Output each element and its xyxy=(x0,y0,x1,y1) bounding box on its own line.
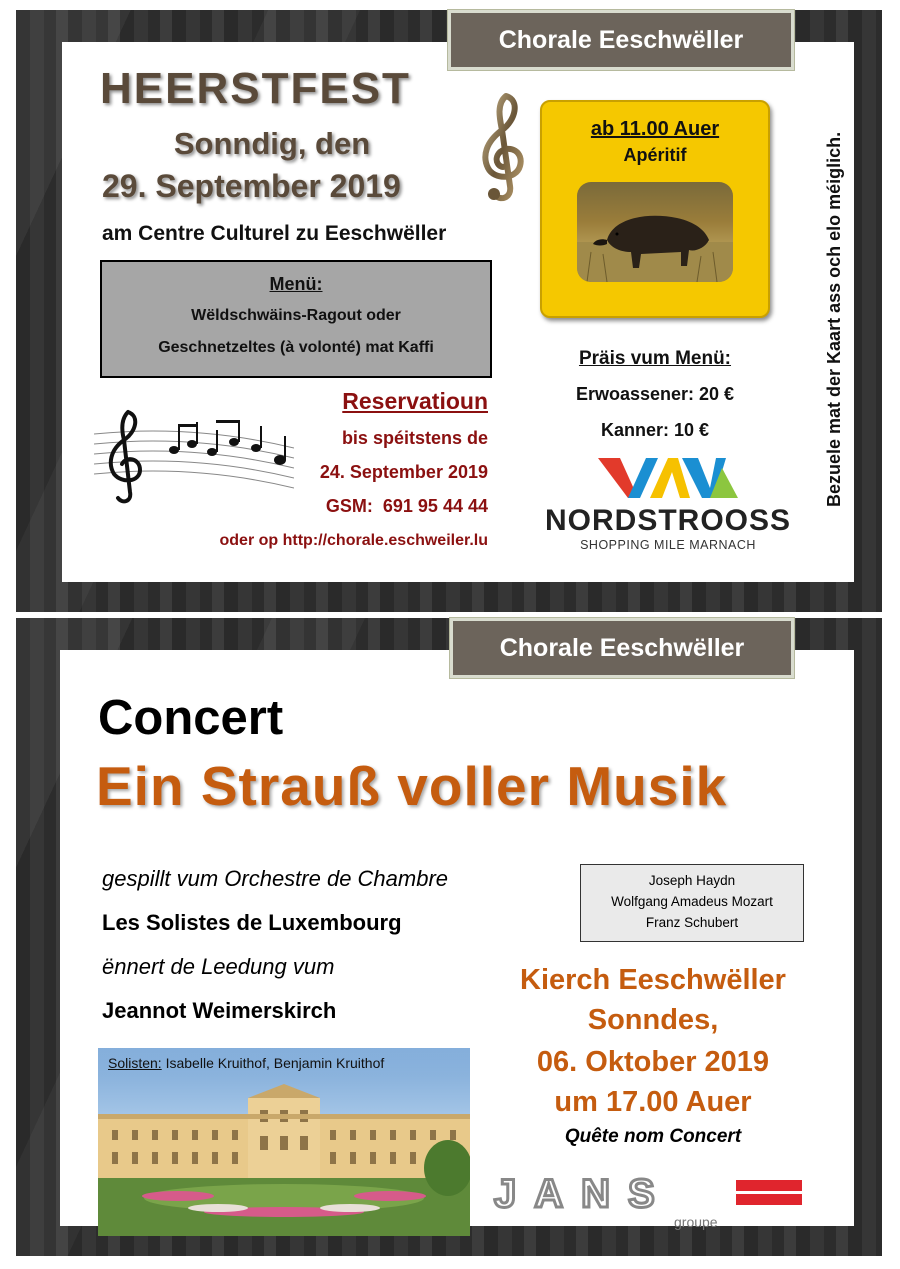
concert-kicker: Concert xyxy=(98,691,284,745)
played-by: gespillt vum Orchestre de Chambre xyxy=(102,866,449,891)
nordstrooss-name: NORDSTROOSS xyxy=(544,504,792,537)
menu-line-2: Geschnetzeltes (à volonté) mat Kaffi xyxy=(158,339,434,356)
led-by: ënnert de Leedung vum xyxy=(102,954,335,979)
reservation-phone: GSM: 691 95 44 44 xyxy=(325,496,488,516)
event-day: Sonndig, den xyxy=(173,126,371,161)
composers-box xyxy=(580,864,804,942)
menu-heading: Menü: xyxy=(269,274,323,294)
soloists-names: Isabelle Kruithof, Benjamin Kruithof xyxy=(165,1055,385,1071)
jans-flag-icon xyxy=(736,1194,802,1205)
jans-flag-icon xyxy=(736,1180,802,1191)
treble-clef-icon xyxy=(472,90,536,208)
concert-location: Kierch Eeschwëller xyxy=(520,964,786,996)
soloists-label: Solisten: xyxy=(108,1055,162,1071)
aperitif-time: ab 11.00 Auer xyxy=(590,118,720,140)
reservation-website: oder op http://chorale.eschweiler.lu xyxy=(219,532,488,549)
collection-note: Quête nom Concert xyxy=(564,1126,742,1147)
composer-name: Joseph Haydn xyxy=(648,873,736,888)
nordstrooss-logo xyxy=(532,458,804,558)
wild-boar-photo xyxy=(577,182,733,282)
concert-time: um 17.00 Auer xyxy=(554,1086,752,1118)
price-adults: Erwoassener: 20 € xyxy=(575,384,735,404)
price-heading: Präis vum Menü: xyxy=(578,348,732,369)
flyer-card xyxy=(60,650,854,1230)
nordstrooss-logo-mark xyxy=(598,458,738,504)
event-date: 29. September 2019 xyxy=(102,168,401,204)
jans-tagline: groupe xyxy=(674,1214,718,1230)
concert-date: 06. Oktober 2019 xyxy=(536,1046,770,1078)
flyer-heerstfest xyxy=(16,10,882,612)
flyer-concert xyxy=(16,618,882,1256)
aperitif-label: Apéritif xyxy=(623,145,687,165)
event-venue: am Centre Culturel zu Eeschwëller xyxy=(102,222,447,245)
concert-day: Sonndes, xyxy=(587,1004,719,1036)
menu-box xyxy=(100,260,492,378)
reservation-deadline-label: bis spéitstens de xyxy=(341,428,488,448)
composer-name: Franz Schubert xyxy=(645,915,739,930)
aperitif-box xyxy=(540,100,770,318)
concert-title: Ein Strauß voller Musik xyxy=(96,755,728,817)
choir-tab: Chorale Eeschwëller xyxy=(450,618,794,678)
soloists-caption xyxy=(98,1048,470,1078)
jans-logo xyxy=(494,1174,804,1234)
palace-photo xyxy=(98,1048,470,1236)
price-children: Kanner: 10 € xyxy=(600,420,710,440)
flyer-card xyxy=(62,42,854,582)
nordstrooss-tagline: SHOPPING MILE MARNACH xyxy=(580,538,756,552)
conductor-name: Jeannot Weimerskirch xyxy=(102,998,337,1023)
ensemble-name: Les Solistes de Luxembourg xyxy=(102,910,402,935)
choir-tab: Chorale Eeschwëller xyxy=(448,10,794,70)
reservation-heading: Reservatioun xyxy=(342,388,488,414)
composer-name: Wolfgang Amadeus Mozart xyxy=(611,894,773,909)
reservation-deadline-date: 24. September 2019 xyxy=(319,462,488,482)
jans-wordmark: JANS xyxy=(494,1172,673,1216)
music-notes-icon xyxy=(94,404,294,508)
event-title: HEERSTFEST xyxy=(100,64,411,113)
payment-note: Bezuele mat der Kaart ass och elo méiglich. xyxy=(824,131,844,507)
menu-line-1: Wëldschwäins-Ragout oder xyxy=(191,307,401,324)
